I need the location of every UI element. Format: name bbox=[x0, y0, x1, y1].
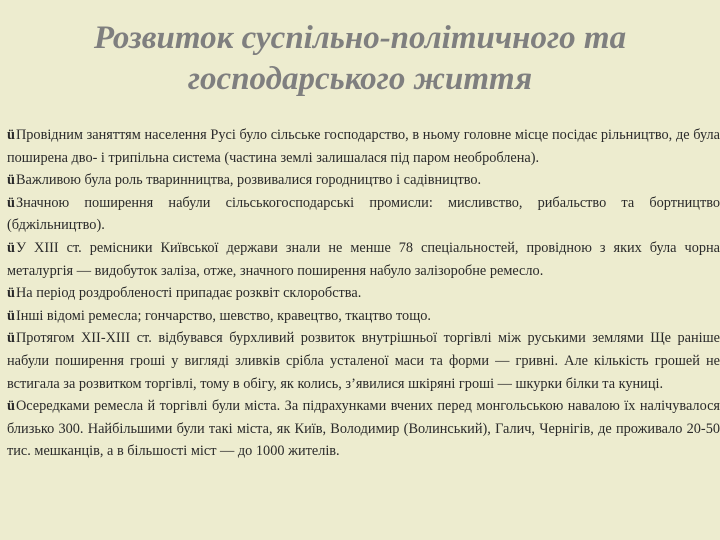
bullet-item-2 bbox=[7, 169, 720, 192]
bullet-item-5 bbox=[7, 282, 720, 305]
slide-title bbox=[0, 18, 720, 100]
bullet-item-8 bbox=[7, 395, 720, 463]
checkmark-icon: ü bbox=[7, 194, 15, 211]
title-line-1: Розвиток суспільно-політичного та bbox=[93, 20, 627, 56]
bullet-text-5: На період роздробленості припадає розквіт склоробства. bbox=[15, 285, 362, 302]
bullet-text-3: Значною поширення набули сільськогосподарські промисли: мисливство, рибальство та бортництво (бджільництво). bbox=[7, 194, 720, 234]
bullet-text-8: Осередками ремесла й торгівлі були міста. За підрахунками вчених перед монгольською навалою їх налічувалося близько 300. Найбільшими були такі міста, як Київ, Володимир (Волинський), Галич, Чернігів, де проживало 20-50 тис. мешканців, а в більшості міст — до 1000 жителів. bbox=[7, 398, 720, 460]
checkmark-icon: ü bbox=[7, 127, 15, 143]
bullet-item-7 bbox=[7, 327, 720, 395]
bullet-text-1: Провідним заняттям населення Русі було сільське господарство, в ньому головне місце посідає рільництво, де була поширена дво- і трипільна система (частина землі залишалася під паром необроблена). bbox=[7, 127, 720, 166]
checkmark-icon: ü bbox=[7, 285, 15, 302]
bullet-item-1 bbox=[7, 124, 720, 169]
bullet-item-3 bbox=[7, 192, 720, 237]
checkmark-icon: ü bbox=[7, 330, 15, 347]
checkmark-icon: ü bbox=[7, 172, 15, 189]
bullet-list bbox=[7, 124, 720, 463]
checkmark-icon: ü bbox=[7, 398, 15, 415]
bullet-item-4 bbox=[7, 237, 720, 282]
bullet-text-2: Важливою була роль тваринництва, розвивалися городництво і садівництво. bbox=[15, 172, 482, 189]
title-line-2: господарського життя bbox=[187, 61, 533, 97]
bullet-text-7: Протягом ХІІ-ХІІІ ст. відбувався бурхливий розвиток внутрішньої торгівлі між руськими землями Ще раніше набули поширення гроші у вигляді зливків срібла усталеної маси та форми — гривні. Але кількість грошей не встигала за розвитком торгівлі, тому в обігу, як колись, з’явилися шкіряні гроші — шкурки білки та куниці. bbox=[7, 330, 720, 392]
checkmark-icon: ü bbox=[7, 239, 15, 256]
bullet-text-6: Інші відомі ремесла; гончарство, шевство, кравецтво, ткацтво тощо. bbox=[15, 307, 431, 324]
bullet-text-4: У ХІІІ ст. ремісники Київської держави знали не менше 78 спеціальностей, провідною з яких була чорна металургія — видобуток заліза, отже, значного поширення набуло залізоробне ремесло. bbox=[7, 239, 720, 279]
checkmark-icon: ü bbox=[7, 307, 15, 324]
bullet-item-6 bbox=[7, 305, 720, 328]
